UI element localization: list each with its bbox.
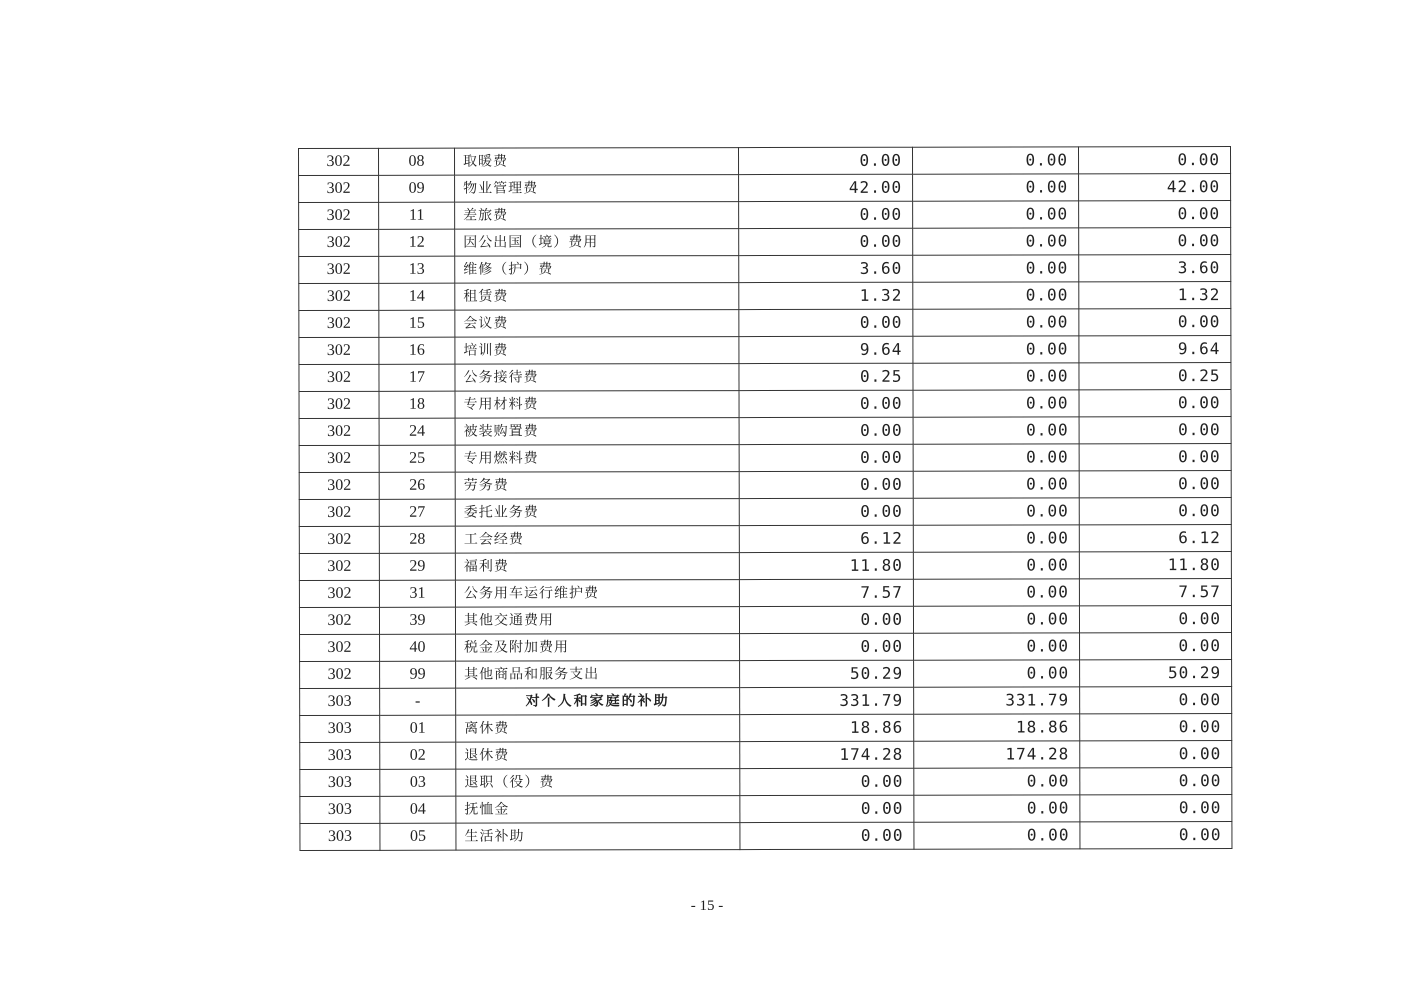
item-code-cell: 09 <box>379 175 455 202</box>
item-code-cell: 27 <box>379 499 455 526</box>
project-expenditure-cell: 50.29 <box>1080 660 1232 687</box>
item-name-cell: 取暖费 <box>455 148 739 176</box>
item-name-cell: 专用燃料费 <box>455 445 739 473</box>
class-code-cell: 303 <box>300 688 380 715</box>
project-expenditure-cell: 0.00 <box>1080 822 1232 849</box>
total-amount-cell: 18.86 <box>740 714 914 741</box>
basic-expenditure-cell: 0.00 <box>913 255 1079 282</box>
total-amount-cell: 0.00 <box>740 768 914 795</box>
total-amount-cell: 1.32 <box>739 282 913 309</box>
total-amount-cell: 0.25 <box>739 363 913 390</box>
table-row <box>299 525 1231 554</box>
table-row <box>299 363 1231 392</box>
basic-expenditure-cell: 0.00 <box>913 444 1079 471</box>
item-code-cell: 99 <box>380 661 456 688</box>
total-amount-cell: 6.12 <box>739 525 913 552</box>
class-code-cell: 302 <box>299 526 379 553</box>
item-name-cell: 退休费 <box>456 742 740 770</box>
item-code-cell: 29 <box>379 553 455 580</box>
expenditure-table-body <box>299 147 1232 851</box>
item-code-cell: 24 <box>379 418 455 445</box>
basic-expenditure-cell: 0.00 <box>913 174 1079 201</box>
item-code-cell: 18 <box>379 391 455 418</box>
item-name-cell: 专用材料费 <box>455 391 739 419</box>
class-code-cell: 303 <box>300 769 380 796</box>
basic-expenditure-cell: 0.00 <box>913 282 1079 309</box>
item-name-cell: 劳务费 <box>455 472 739 500</box>
table-row <box>299 174 1231 203</box>
item-code-cell: 17 <box>379 364 455 391</box>
project-expenditure-cell: 0.00 <box>1079 228 1231 255</box>
project-expenditure-cell: 0.00 <box>1080 768 1232 795</box>
category-row <box>300 687 1232 716</box>
basic-expenditure-cell: 18.86 <box>914 714 1080 741</box>
basic-expenditure-cell: 0.00 <box>913 525 1079 552</box>
total-amount-cell: 0.00 <box>739 417 913 444</box>
total-amount-cell: 0.00 <box>739 147 913 174</box>
class-code-cell: 302 <box>299 337 379 364</box>
item-code-cell: 26 <box>379 472 455 499</box>
table-row <box>299 444 1231 473</box>
project-expenditure-cell: 11.80 <box>1079 552 1231 579</box>
basic-expenditure-cell: 0.00 <box>913 336 1079 363</box>
basic-expenditure-cell: 0.00 <box>914 795 1080 822</box>
class-code-cell: 302 <box>299 580 379 607</box>
class-code-cell: 302 <box>299 418 379 445</box>
table-row <box>299 552 1231 581</box>
project-expenditure-cell: 0.00 <box>1080 795 1232 822</box>
basic-expenditure-cell: 0.00 <box>913 390 1079 417</box>
item-code-cell: 13 <box>379 256 455 283</box>
total-amount-cell: 0.00 <box>739 390 913 417</box>
basic-expenditure-cell: 0.00 <box>914 660 1080 687</box>
class-code-cell: 302 <box>299 445 379 472</box>
table-row <box>299 606 1231 635</box>
table-row <box>300 714 1232 743</box>
item-name-cell: 会议费 <box>455 310 739 338</box>
class-code-cell: 302 <box>299 175 379 202</box>
total-amount-cell: 0.00 <box>740 822 914 849</box>
class-code-cell: 302 <box>299 364 379 391</box>
class-code-cell: 302 <box>299 148 379 175</box>
total-amount-cell: 174.28 <box>740 741 914 768</box>
total-amount-cell: 0.00 <box>739 309 913 336</box>
basic-expenditure-cell: 0.00 <box>913 309 1079 336</box>
page-number: - 15 - <box>690 898 724 914</box>
item-code-cell: 28 <box>379 526 455 553</box>
total-amount-cell: 0.00 <box>740 795 914 822</box>
expenditure-table <box>298 146 1232 851</box>
item-name-cell: 福利费 <box>455 553 739 581</box>
table-row <box>299 309 1231 338</box>
project-expenditure-cell: 0.25 <box>1079 363 1231 390</box>
item-name-cell: 租赁费 <box>455 283 739 311</box>
project-expenditure-cell: 0.00 <box>1079 390 1231 417</box>
project-expenditure-cell: 0.00 <box>1080 714 1232 741</box>
table-row <box>299 417 1231 446</box>
basic-expenditure-cell: 0.00 <box>913 201 1079 228</box>
class-code-cell: 302 <box>299 256 379 283</box>
class-code-cell: 302 <box>299 202 379 229</box>
item-name-cell: 委托业务费 <box>455 499 739 527</box>
basic-expenditure-cell: 0.00 <box>913 579 1079 606</box>
item-name-cell: 其他交通费用 <box>455 607 739 635</box>
project-expenditure-cell: 0.00 <box>1079 498 1231 525</box>
item-name-cell: 退职（役）费 <box>456 769 740 797</box>
class-code-cell: 303 <box>300 742 380 769</box>
total-amount-cell: 42.00 <box>739 174 913 201</box>
project-expenditure-cell: 0.00 <box>1079 471 1231 498</box>
project-expenditure-cell: 6.12 <box>1079 525 1231 552</box>
class-code-cell: 302 <box>300 661 380 688</box>
table-row <box>299 201 1231 230</box>
item-name-cell: 公务用车运行维护费 <box>455 580 739 608</box>
item-code-cell: 14 <box>379 283 455 310</box>
class-code-cell: 302 <box>299 283 379 310</box>
basic-expenditure-cell: 174.28 <box>914 741 1080 768</box>
basic-expenditure-cell: 0.00 <box>914 768 1080 795</box>
project-expenditure-cell: 7.57 <box>1079 579 1231 606</box>
basic-expenditure-cell: 0.00 <box>913 417 1079 444</box>
item-code-cell: 12 <box>379 229 455 256</box>
basic-expenditure-cell: 331.79 <box>914 687 1080 714</box>
item-name-cell: 因公出国（境）费用 <box>455 229 739 257</box>
project-expenditure-cell: 1.32 <box>1079 282 1231 309</box>
table-row <box>300 660 1232 689</box>
item-name-cell: 对个人和家庭的补助 <box>456 688 740 716</box>
project-expenditure-cell: 0.00 <box>1079 606 1231 633</box>
basic-expenditure-cell: 0.00 <box>913 606 1079 633</box>
item-code-cell: 11 <box>379 202 455 229</box>
class-code-cell: 302 <box>299 391 379 418</box>
item-name-cell: 维修（护）费 <box>455 256 739 284</box>
table-row <box>299 579 1231 608</box>
total-amount-cell: 0.00 <box>739 606 913 633</box>
basic-expenditure-cell: 0.00 <box>913 228 1079 255</box>
class-code-cell: 303 <box>300 796 380 823</box>
project-expenditure-cell: 0.00 <box>1080 633 1232 660</box>
total-amount-cell: 0.00 <box>739 471 913 498</box>
project-expenditure-cell: 0.00 <box>1079 309 1231 336</box>
basic-expenditure-cell: 0.00 <box>914 822 1080 849</box>
table-row <box>299 228 1231 257</box>
class-code-cell: 302 <box>299 553 379 580</box>
item-name-cell: 其他商品和服务支出 <box>456 661 740 689</box>
table-row <box>300 633 1232 662</box>
table-row <box>300 741 1232 770</box>
item-code-cell: 25 <box>379 445 455 472</box>
basic-expenditure-cell: 0.00 <box>913 498 1079 525</box>
basic-expenditure-cell: 0.00 <box>912 147 1078 174</box>
item-code-cell: 31 <box>379 580 455 607</box>
total-amount-cell: 9.64 <box>739 336 913 363</box>
basic-expenditure-cell: 0.00 <box>913 363 1079 390</box>
class-code-cell: 302 <box>299 499 379 526</box>
item-code-cell: 40 <box>380 634 456 661</box>
class-code-cell: 302 <box>299 472 379 499</box>
total-amount-cell: 11.80 <box>739 552 913 579</box>
item-code-cell: 15 <box>379 310 455 337</box>
basic-expenditure-cell: 0.00 <box>913 552 1079 579</box>
table-row <box>300 822 1232 851</box>
total-amount-cell: 50.29 <box>740 660 914 687</box>
item-code-cell: 16 <box>379 337 455 364</box>
class-code-cell: 302 <box>300 634 380 661</box>
project-expenditure-cell: 0.00 <box>1079 444 1231 471</box>
item-name-cell: 被装购置费 <box>455 418 739 446</box>
total-amount-cell: 0.00 <box>739 444 913 471</box>
basic-expenditure-cell: 0.00 <box>914 633 1080 660</box>
item-code-cell: - <box>380 688 456 715</box>
item-name-cell: 离休费 <box>456 715 740 743</box>
item-name-cell: 差旅费 <box>455 202 739 230</box>
total-amount-cell: 331.79 <box>740 687 914 714</box>
table-row <box>299 147 1231 176</box>
item-code-cell: 03 <box>380 769 456 796</box>
total-amount-cell: 3.60 <box>739 255 913 282</box>
project-expenditure-cell: 0.00 <box>1080 687 1232 714</box>
item-name-cell: 物业管理费 <box>455 175 739 203</box>
class-code-cell: 302 <box>299 607 379 634</box>
item-code-cell: 05 <box>380 823 456 850</box>
class-code-cell: 303 <box>300 715 380 742</box>
item-code-cell: 02 <box>380 742 456 769</box>
total-amount-cell: 7.57 <box>739 579 913 606</box>
class-code-cell: 303 <box>300 823 380 850</box>
item-code-cell: 01 <box>380 715 456 742</box>
project-expenditure-cell: 42.00 <box>1079 174 1231 201</box>
item-code-cell: 04 <box>380 796 456 823</box>
project-expenditure-cell: 3.60 <box>1079 255 1231 282</box>
table-row <box>299 471 1231 500</box>
table-row <box>299 336 1231 365</box>
class-code-cell: 302 <box>299 229 379 256</box>
total-amount-cell: 0.00 <box>739 498 913 525</box>
item-code-cell: 39 <box>379 607 455 634</box>
table-row <box>299 282 1231 311</box>
item-name-cell: 抚恤金 <box>456 796 740 824</box>
project-expenditure-cell: 0.00 <box>1078 147 1230 174</box>
table-row <box>299 255 1231 284</box>
project-expenditure-cell: 0.00 <box>1079 417 1231 444</box>
project-expenditure-cell: 0.00 <box>1079 201 1231 228</box>
project-expenditure-cell: 9.64 <box>1079 336 1231 363</box>
table-row <box>299 390 1231 419</box>
total-amount-cell: 0.00 <box>740 633 914 660</box>
project-expenditure-cell: 0.00 <box>1080 741 1232 768</box>
basic-expenditure-cell: 0.00 <box>913 471 1079 498</box>
item-name-cell: 公务接待费 <box>455 364 739 392</box>
item-name-cell: 生活补助 <box>456 823 740 851</box>
table-row <box>299 498 1231 527</box>
item-name-cell: 培训费 <box>455 337 739 365</box>
total-amount-cell: 0.00 <box>739 201 913 228</box>
class-code-cell: 302 <box>299 310 379 337</box>
item-name-cell: 工会经费 <box>455 526 739 554</box>
table-row <box>300 795 1232 824</box>
total-amount-cell: 0.00 <box>739 228 913 255</box>
item-name-cell: 税金及附加费用 <box>456 634 740 662</box>
item-code-cell: 08 <box>379 148 455 175</box>
table-row <box>300 768 1232 797</box>
